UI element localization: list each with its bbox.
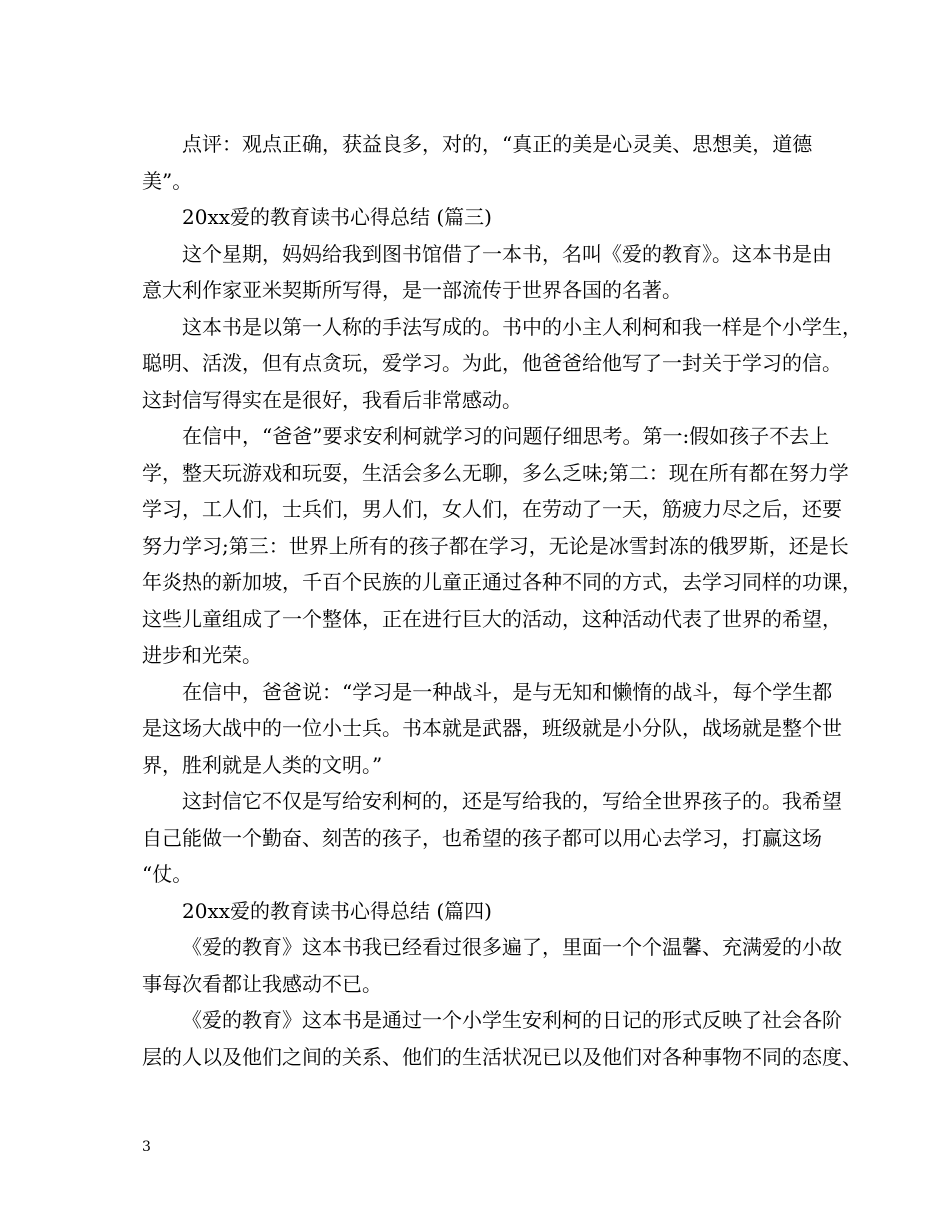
text-line: 学习，工人们，士兵们，男人们，女人们，在劳动了一天，筋疲力尽之后，还要 (142, 497, 842, 521)
text-line: 界，胜利就是人类的文明。” (142, 752, 383, 777)
text-line: 努力学习;第三：世界上所有的孩子都在学习，无论是冰雪封冻的俄罗斯，还是长 (142, 533, 849, 558)
text-line: 聪明、活泼，但有点贪玩，爱学习。为此，他爸爸给他写了一封关于学习的信。 (142, 351, 842, 375)
text-line: 这本书是以第一人称的手法写成的。书中的小主人利柯和我一样是个小学生， (182, 314, 862, 339)
page-number: 3 (142, 1139, 151, 1155)
text-line: 点评：观点正确，获益良多，对的，“真正的美是心灵美、思想美，道德 (182, 132, 813, 156)
text-line: 在信中，爸爸说：“学习是一种战斗，是与无知和懒惰的战斗，每个学生都 (182, 679, 833, 704)
text-line: 这封信它不仅是写给安利柯的，还是写给我的，写给全世界孩子的。我希望 (182, 789, 842, 813)
text-line: 这个星期，妈妈给我到图书馆借了一本书，名叫《爱的教育》。这本书是由 (182, 241, 832, 266)
text-line: 《爱的教育》这本书我已经看过很多遍了，里面一个个温馨、充满爱的小故 (182, 935, 842, 959)
text-line: 美”。 (142, 168, 193, 193)
text-line: 这些儿童组成了一个整体，正在进行巨大的活动，这种活动代表了世界的希望， (142, 606, 842, 631)
text-line: 进步和光荣。 (142, 643, 262, 667)
text-line: 意大利作家亚米契斯所写得，是一部流传于世界各国的名著。 (142, 278, 682, 302)
text-line: 年炎热的新加坡，千百个民族的儿童正通过各种不同的方式，去学习同样的功课， (142, 570, 862, 594)
text-line: 这封信写得实在是很好，我看后非常感动。 (142, 387, 522, 412)
text-line: 在信中，“爸爸”要求安利柯就学习的问题仔细思考。第一:假如孩子不去上 (182, 424, 830, 448)
text-line: 是这场大战中的一位小士兵。书本就是武器，班级就是小分队，战场就是整个世 (142, 716, 842, 740)
section-heading: 20xx爱的教育读书心得总结 (篇三) (182, 205, 492, 229)
text-line: 自己能做一个勤奋、刻苦的孩子，也希望的孩子都可以用心去学习，打赢这场 (142, 825, 822, 850)
text-line: 事每次看都让我感动不已。 (142, 971, 382, 996)
document-body (142, 126, 862, 1075)
text-line: 学，整天玩游戏和玩耍，生活会多么无聊，多么乏味;第二：现在所有都在努力学 (142, 460, 849, 485)
text-line: “仗。 (142, 862, 193, 886)
text-line: 《爱的教育》这本书是通过一个小学生安利柯的日记的形式反映了社会各阶 (182, 1008, 842, 1032)
text-line: 层的人以及他们之间的关系、他们的生活状况已以及他们对各种事物不同的态度、 (142, 1044, 862, 1069)
section-heading: 20xx爱的教育读书心得总结 (篇四) (182, 898, 492, 923)
